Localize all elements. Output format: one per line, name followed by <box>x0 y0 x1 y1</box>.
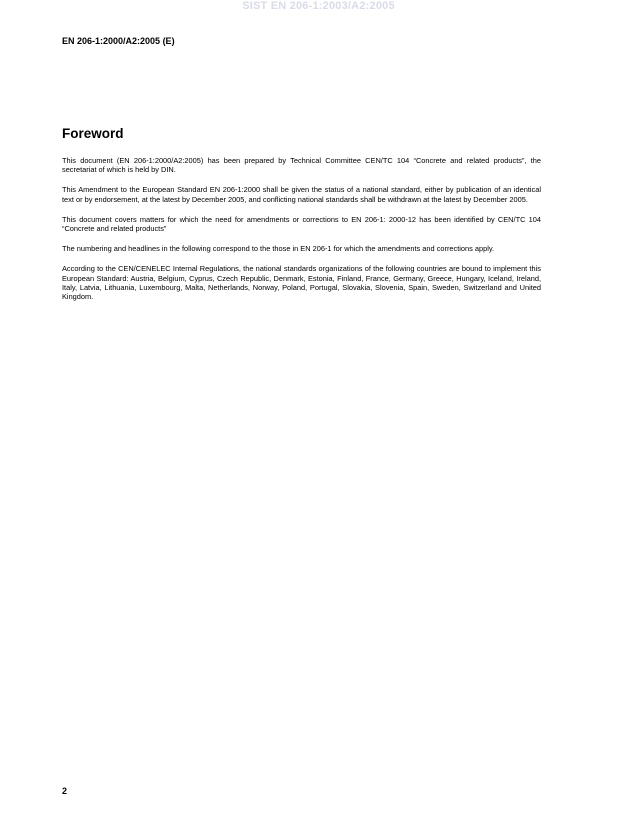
document-identifier: EN 206-1:2000/A2:2005 (E) <box>62 36 175 46</box>
watermark: SIST EN 206-1:2003/A2:2005 <box>242 0 395 12</box>
paragraph: According to the CEN/CENELEC Internal Regulations, the national standards organizations of the following countries are bound to implement this European Standard: Austria, Belgium, Cyprus, Czech Republic, Denmark, Estonia, Finland, France, Germany, Greece, Hungary, Iceland, Ireland, Italy, Latvia, Lithuania, Luxembourg, Malta, Netherlands, Norway, Poland, Portugal, Slovakia, Slovenia, Spain, Sweden, Switzerland and United Kingdom. <box>62 264 541 302</box>
page-number: 2 <box>62 786 68 796</box>
paragraph: This Amendment to the European Standard EN 206-1:2000 shall be given the status of a national standard, either by publication of an identical text or by endorsement, at the latest by December 2005, and conflicting national standards shall be withdrawn at the latest by December 2005. <box>62 185 541 204</box>
paragraph: The numbering and headlines in the following correspond to the those in EN 206-1 for which the amendments and corrections apply. <box>62 244 495 254</box>
paragraph: This document (EN 206-1:2000/A2:2005) has been prepared by Technical Committee CEN/TC 104 “Concrete and related products”, the secretariat of which is held by DIN. <box>62 156 541 175</box>
foreword-body <box>62 156 541 312</box>
paragraph: This document covers matters for which the need for amendments or corrections to EN 206-1: 2000-12 has been identified by CEN/TC 104 “Concrete and related products” <box>62 214 541 234</box>
section-heading: Foreword <box>62 126 124 141</box>
